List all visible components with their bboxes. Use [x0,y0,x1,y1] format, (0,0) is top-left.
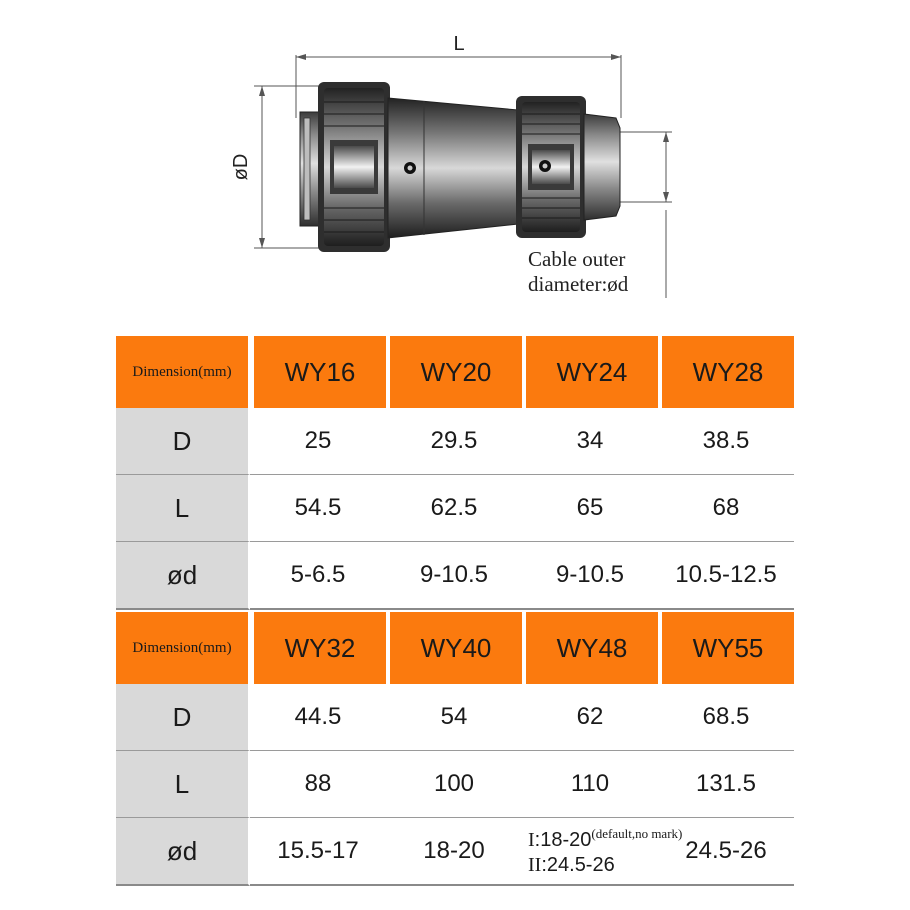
table-cell: 5-6.5 [250,542,386,610]
table-row-L [116,475,794,542]
table-cell: 54 [386,684,522,751]
table-cell: 18-20 [386,818,522,886]
table-cell: 68.5 [658,684,794,751]
model-header: WY32 [250,612,386,684]
row-label: L [116,475,250,542]
default-note: (default,no mark) [591,826,683,841]
dimension-label-D: øD [230,153,252,181]
option-mark-1: I [528,829,535,851]
table-cell: 10.5-12.5 [658,542,794,610]
dimension-table-wy32-wy55 [116,612,794,886]
model-header: WY40 [386,612,522,684]
row-label: D [116,684,250,751]
model-header: WY24 [522,336,658,408]
table-cell: 62 [522,684,658,751]
table-cell: 38.5 [658,408,794,475]
table-cell: 88 [250,751,386,818]
table-cell: 15.5-17 [250,818,386,886]
connector-illustration [300,82,620,252]
model-header: WY55 [658,612,794,684]
connector-dimension-drawing [0,0,910,320]
table-header-row [116,336,794,408]
table-header-row [116,612,794,684]
option-mark-2: II [528,854,542,876]
cable-diameter-caption-line2: diameter:ød [528,272,629,296]
row-label: ød [116,818,250,886]
table-cell: 29.5 [386,408,522,475]
wy48-option-1 [528,826,682,852]
table-cell: 65 [522,475,658,542]
dimension-table-wy16-wy28 [116,336,794,610]
row-label: L [116,751,250,818]
table-row-L [116,751,794,818]
table-row-cable-diameter [116,542,794,610]
model-header: WY48 [522,612,658,684]
table-cell: 131.5 [658,751,794,818]
model-header: WY28 [658,336,794,408]
row-label: ød [116,542,250,610]
table-cell: 110 [522,751,658,818]
option-value-1: :18-20 [534,829,592,851]
model-header: WY16 [250,336,386,408]
table-row-D [116,408,794,475]
table-row-D [116,684,794,751]
table-cell: 100 [386,751,522,818]
table-cell: 62.5 [386,475,522,542]
table-cell-wy48-cable-diameter [522,818,683,886]
row-label: D [116,408,250,475]
cable-diameter-caption-line1: Cable outer [528,247,626,271]
dimension-header: Dimension(mm) [116,612,250,684]
table-cell: 68 [658,475,794,542]
table-cell: 44.5 [250,684,386,751]
table-cell: 34 [522,408,658,475]
table-cell: 9-10.5 [522,542,658,610]
option-value-2: :24.5-26 [541,854,615,876]
table-cell: 24.5-26 [658,818,794,886]
table-cell: 54.5 [250,475,386,542]
wy48-option-2 [528,854,615,877]
table-cell: 25 [250,408,386,475]
table-row-cable-diameter [116,818,794,886]
model-header: WY20 [386,336,522,408]
table-cell: 9-10.5 [386,542,522,610]
dimension-label-L: L [453,33,465,55]
dimension-header: Dimension(mm) [116,336,250,408]
